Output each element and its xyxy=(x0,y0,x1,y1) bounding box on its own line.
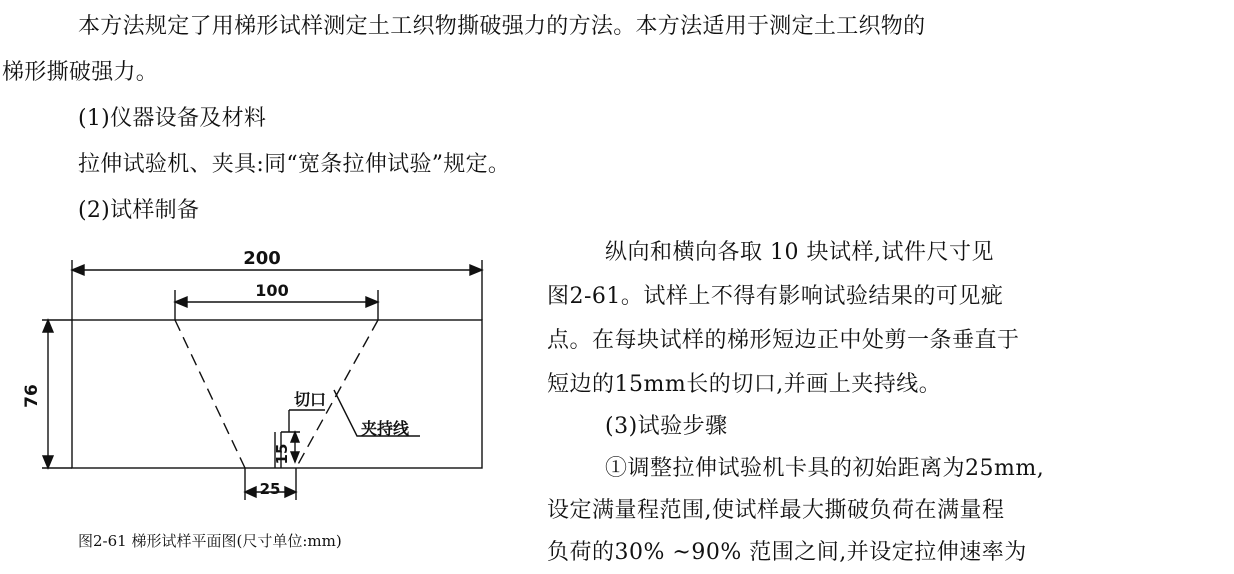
cut-label: 切口 xyxy=(294,390,327,409)
section-heading-test-procedure: (3)试验步骤 xyxy=(605,414,728,439)
procedure-step-line-2: 设定满量程范围,使试样最大撕破负荷在满量程 xyxy=(547,498,1005,523)
specimen-paragraph-line-1: 纵向和横向各取 10 块试样,试件尺寸见 xyxy=(605,240,994,265)
dimension-label-76: 76 xyxy=(22,384,42,408)
figure-caption: 图2-61 梯形试样平面图(尺寸单位:mm) xyxy=(78,532,342,550)
dimension-label-25: 25 xyxy=(259,480,281,498)
procedure-step-line-1: ①调整拉伸试验机卡具的初始距离为25mm, xyxy=(605,456,1045,481)
dimension-label-15: 15 xyxy=(273,443,291,465)
section-heading-specimen-prep: (2)试样制备 xyxy=(78,198,200,223)
clamp-line-label: 夹持线 xyxy=(361,419,410,438)
dimension-label-200: 200 xyxy=(243,248,281,269)
dimension-label-100: 100 xyxy=(255,281,289,300)
specimen-paragraph-line-3: 点。在每块试样的梯形短边正中处剪一条垂直于 xyxy=(547,328,1020,353)
section-heading-equipment: (1)仪器设备及材料 xyxy=(78,106,267,131)
procedure-step-line-3: 负荷的30% ~90% 范围之间,并设定拉伸速率为 xyxy=(547,540,1027,565)
specimen-paragraph-line-4: 短边的15mm长的切口,并画上夹持线。 xyxy=(547,372,942,397)
clamp-line-left xyxy=(175,320,245,468)
intro-paragraph-line-1: 本方法规定了用梯形试样测定土工织物撕破强力的方法。本方法适用于测定土工织物的 xyxy=(78,14,926,39)
intro-paragraph-line-2: 梯形撕破强力。 xyxy=(2,60,159,85)
trapezoid-specimen-figure xyxy=(0,230,540,530)
specimen-paragraph-line-2: 图2-61。试样上不得有影响试验结果的可见疵 xyxy=(547,284,1004,309)
equipment-paragraph: 拉伸试验机、夹具:同“宽条拉伸试验”规定。 xyxy=(78,152,511,177)
